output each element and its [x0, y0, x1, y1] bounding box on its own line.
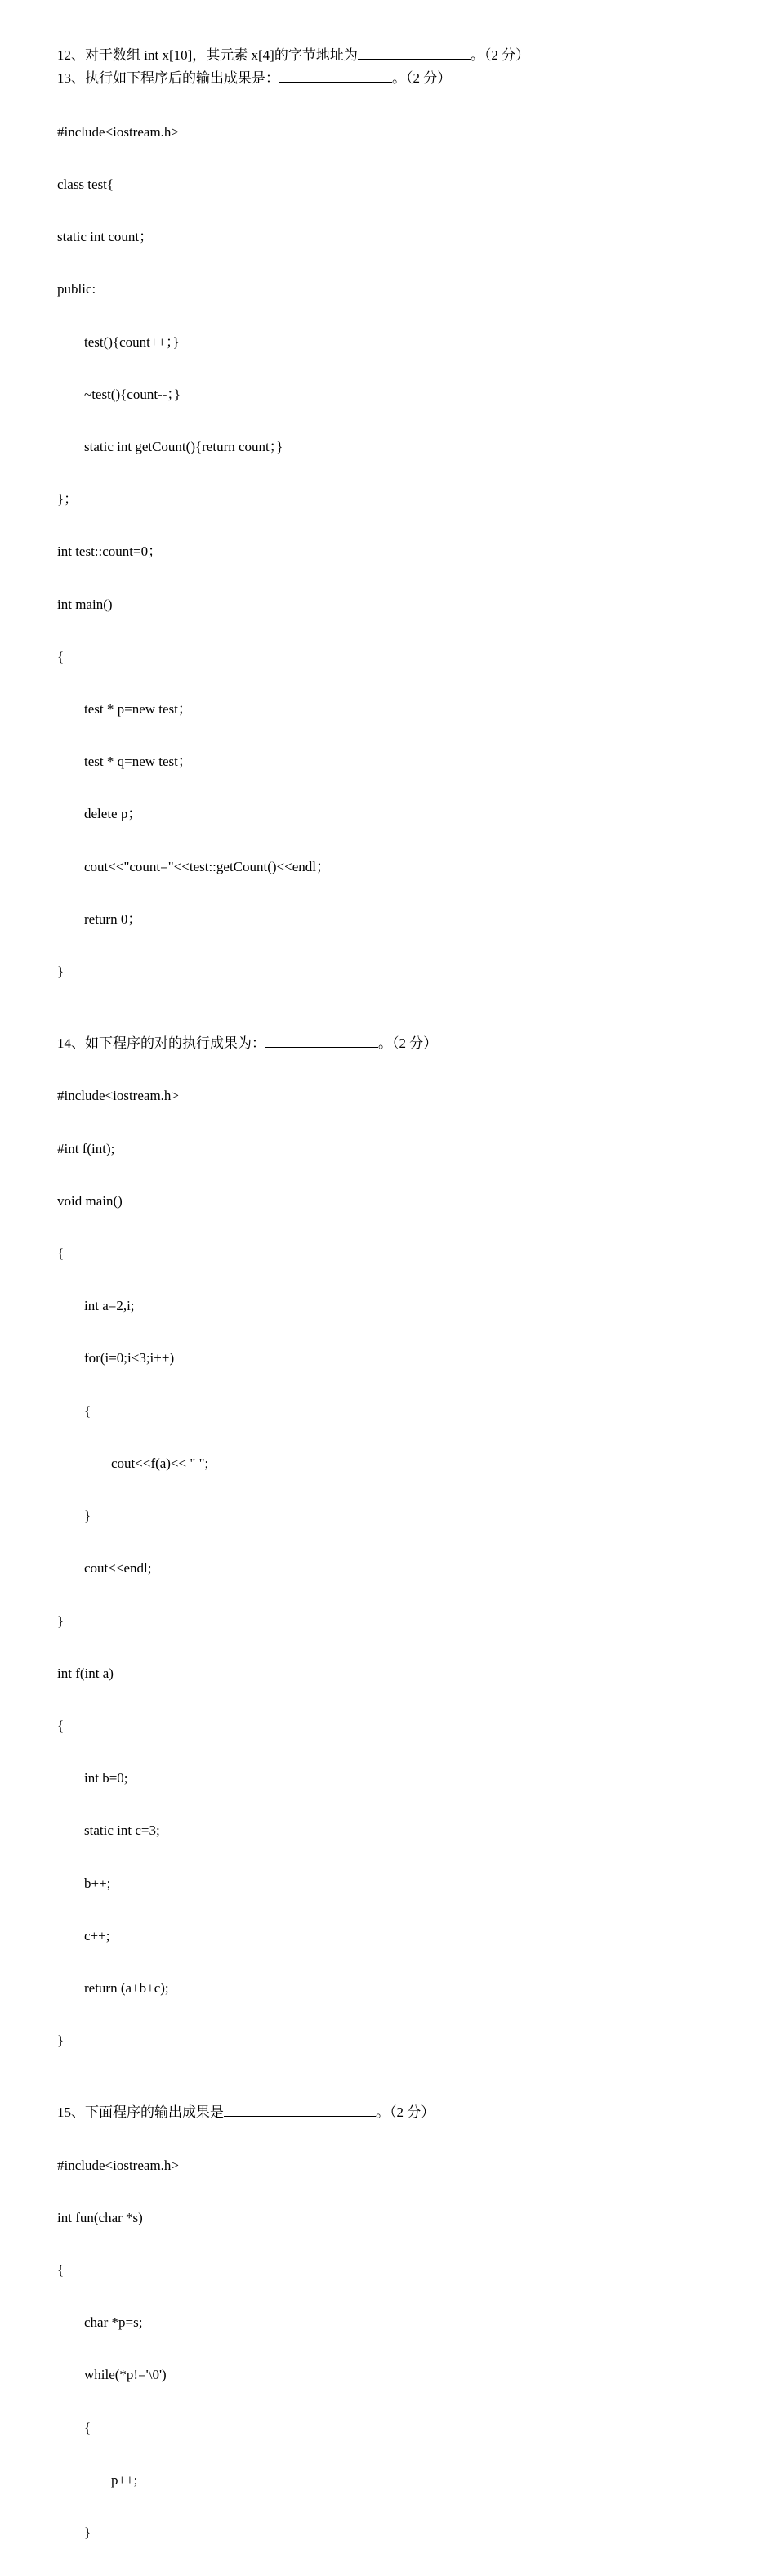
code-line: delete p； — [84, 806, 142, 822]
code-line: #include<iostream.h> — [57, 2157, 179, 2173]
code-line: #include<iostream.h> — [57, 123, 179, 140]
code-line: public: — [57, 281, 96, 297]
question-13-answer-blank[interactable] — [279, 68, 392, 83]
code-line: { — [84, 2419, 91, 2435]
question-12-answer-blank[interactable] — [358, 45, 471, 60]
question-14-answer-blank[interactable] — [265, 1033, 378, 1048]
question-13 — [57, 68, 760, 88]
spacer — [57, 1015, 760, 1032]
code-line: return 0； — [84, 910, 142, 927]
code-line: ~test(){count--；} — [84, 386, 181, 402]
code-line: } — [57, 964, 65, 980]
question-14-code — [57, 1053, 760, 2085]
code-line: cout<<"count="<<test::getCount()<<endl； — [84, 858, 331, 874]
code-line: class test{ — [57, 177, 114, 193]
code-line: test * q=new test； — [84, 754, 192, 770]
question-12-score: 。（2 分） — [470, 47, 530, 63]
code-line: static int getCount(){return count；} — [84, 439, 283, 455]
question-13-code — [57, 88, 760, 1015]
code-line: c++; — [84, 1927, 110, 1943]
code-line: #include<iostream.h> — [57, 1088, 179, 1104]
code-line: { — [57, 2261, 65, 2278]
code-line: test(){count++；} — [84, 333, 180, 350]
question-14 — [57, 1033, 760, 1053]
code-line: } — [57, 1612, 65, 1629]
code-line: int a=2,i; — [84, 1298, 135, 1314]
question-14-text: 14、如下程序的对的执行成果为： — [57, 1035, 265, 1051]
code-line: int test::count=0； — [57, 543, 163, 560]
code-line: b++; — [84, 1875, 111, 1891]
code-line: { — [84, 1402, 91, 1419]
code-line: } — [84, 2524, 91, 2540]
code-line: }； — [57, 491, 78, 508]
code-line: for(i=0;i<3;i++) — [84, 1350, 175, 1366]
code-line: } — [84, 1508, 91, 1524]
question-15-code — [57, 2122, 760, 2576]
question-12 — [57, 42, 760, 68]
code-line: while(*p!='\0') — [84, 2367, 167, 2383]
exam-page — [57, 44, 760, 2576]
question-15-score: 。（2 分） — [376, 2104, 435, 2120]
question-13-text: 13、执行如下程序后的输出成果是： — [57, 70, 279, 86]
code-line: { — [57, 648, 65, 664]
question-12-text: 12、对于数组 int x[10]，其元素 x[4]的字节地址为 — [57, 47, 358, 63]
question-15-answer-blank[interactable] — [224, 2102, 376, 2117]
question-14-score: 。（2 分） — [378, 1035, 438, 1051]
code-line: #int f(int); — [57, 1140, 115, 1156]
code-line: int fun(char *s) — [57, 2209, 143, 2225]
code-line: char *p=s; — [84, 2314, 143, 2331]
code-line: int main() — [57, 596, 113, 612]
question-13-score: 。（2 分） — [392, 70, 452, 86]
code-line: cout<<f(a)<< " "; — [111, 1455, 209, 1471]
code-line: return (a+b+c); — [84, 1979, 169, 1996]
question-15-text: 15、下面程序的输出成果是 — [57, 2104, 224, 2120]
spacer — [57, 2084, 760, 2101]
code-line: int b=0; — [84, 1770, 128, 1787]
code-line: int f(int a) — [57, 1665, 114, 1681]
code-line: void main() — [57, 1192, 123, 1209]
question-15 — [57, 2102, 760, 2122]
code-line: test * p=new test； — [84, 701, 192, 718]
code-line: { — [57, 1246, 65, 1262]
code-line: p++; — [111, 2471, 138, 2488]
code-line: { — [57, 1717, 65, 1733]
code-line: } — [57, 2033, 65, 2049]
code-line: cout<<endl; — [84, 1560, 152, 1576]
code-line: static int c=3; — [84, 1822, 160, 1839]
code-line: static int count； — [57, 229, 154, 245]
